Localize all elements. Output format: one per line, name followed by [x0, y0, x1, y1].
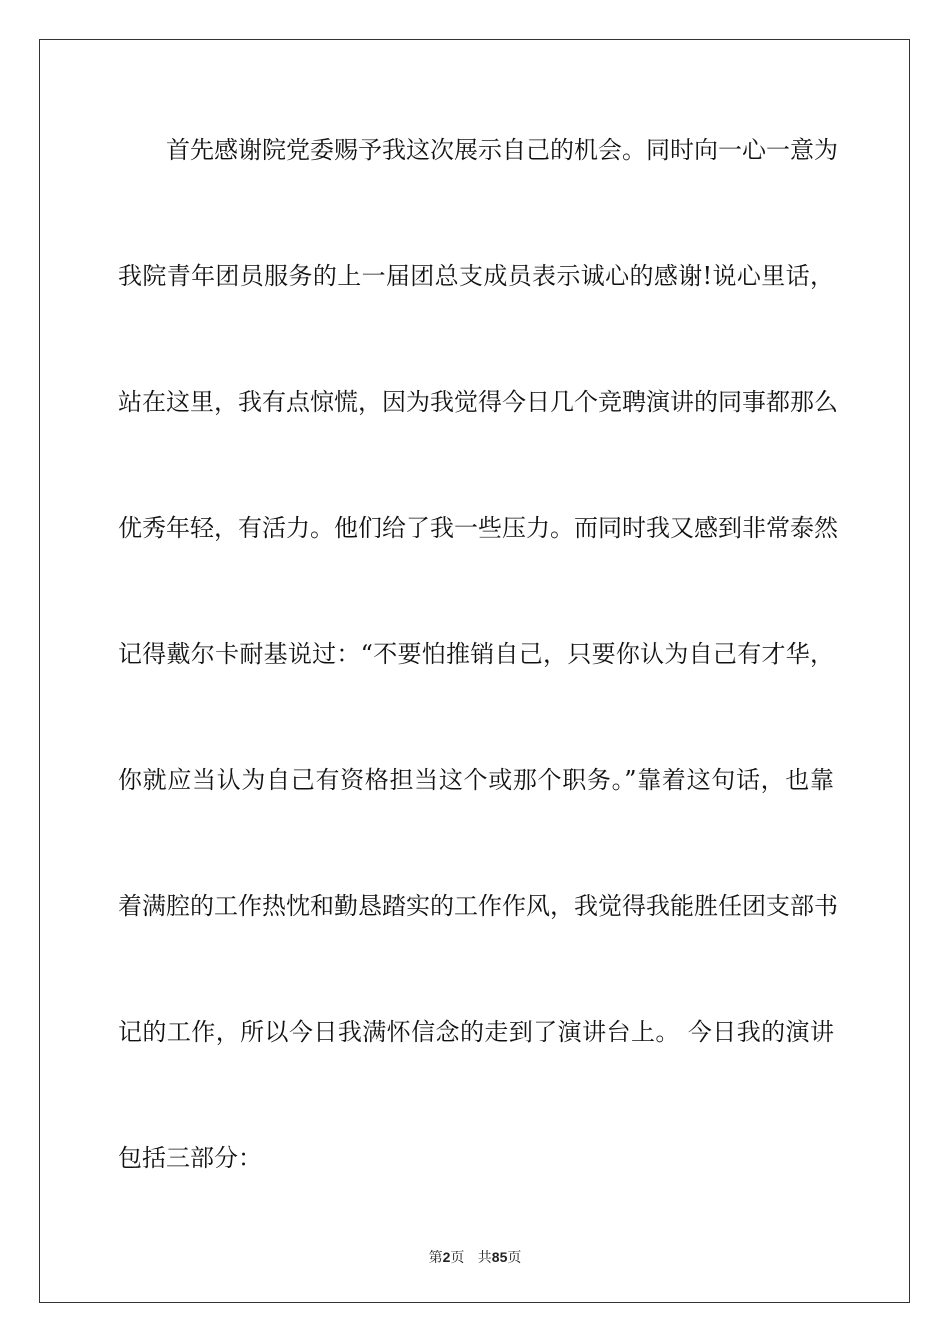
- page-number: 2: [442, 1249, 451, 1265]
- page-suffix: 页: [450, 1250, 465, 1266]
- paragraph-line-9: 包括三部分：: [118, 1144, 262, 1172]
- page-footer: [0, 1247, 950, 1267]
- paragraph-line-7: 着满腔的工作热忱和勤恳踏实的工作作风，我觉得我能胜任团支部书: [118, 892, 838, 920]
- paragraph-line-8: 记的工作，所以今日我满怀信念的走到了演讲台上。 今日我的演讲: [118, 1018, 834, 1046]
- page-prefix: 第: [428, 1250, 443, 1266]
- total-pages: 85: [491, 1249, 508, 1265]
- total-suffix: 页: [507, 1250, 522, 1266]
- paragraph-line-3: 站在这里，我有点惊慌，因为我觉得今日几个竞聘演讲的同事都那么: [118, 388, 838, 416]
- paragraph-line-4: 优秀年轻，有活力。他们给了我一些压力。而同时我又感到非常泰然: [118, 514, 838, 542]
- paragraph-line-6: 你就应当认为自己有资格担当这个或那个职务。”靠着这句话，也靠: [118, 766, 834, 794]
- paragraph-line-5: 记得戴尔卡耐基说过：“不要怕推销自己，只要你认为自己有才华，: [118, 640, 834, 668]
- paragraph-line-2: 我院青年团员服务的上一届团总支成员表示诚心的感谢!说心里话，: [118, 262, 834, 290]
- total-prefix: 共: [477, 1250, 492, 1266]
- paragraph-line-1: 首先感谢院党委赐予我这次展示自己的机会。同时向一心一意为: [166, 136, 838, 164]
- document-body: [118, 118, 838, 1252]
